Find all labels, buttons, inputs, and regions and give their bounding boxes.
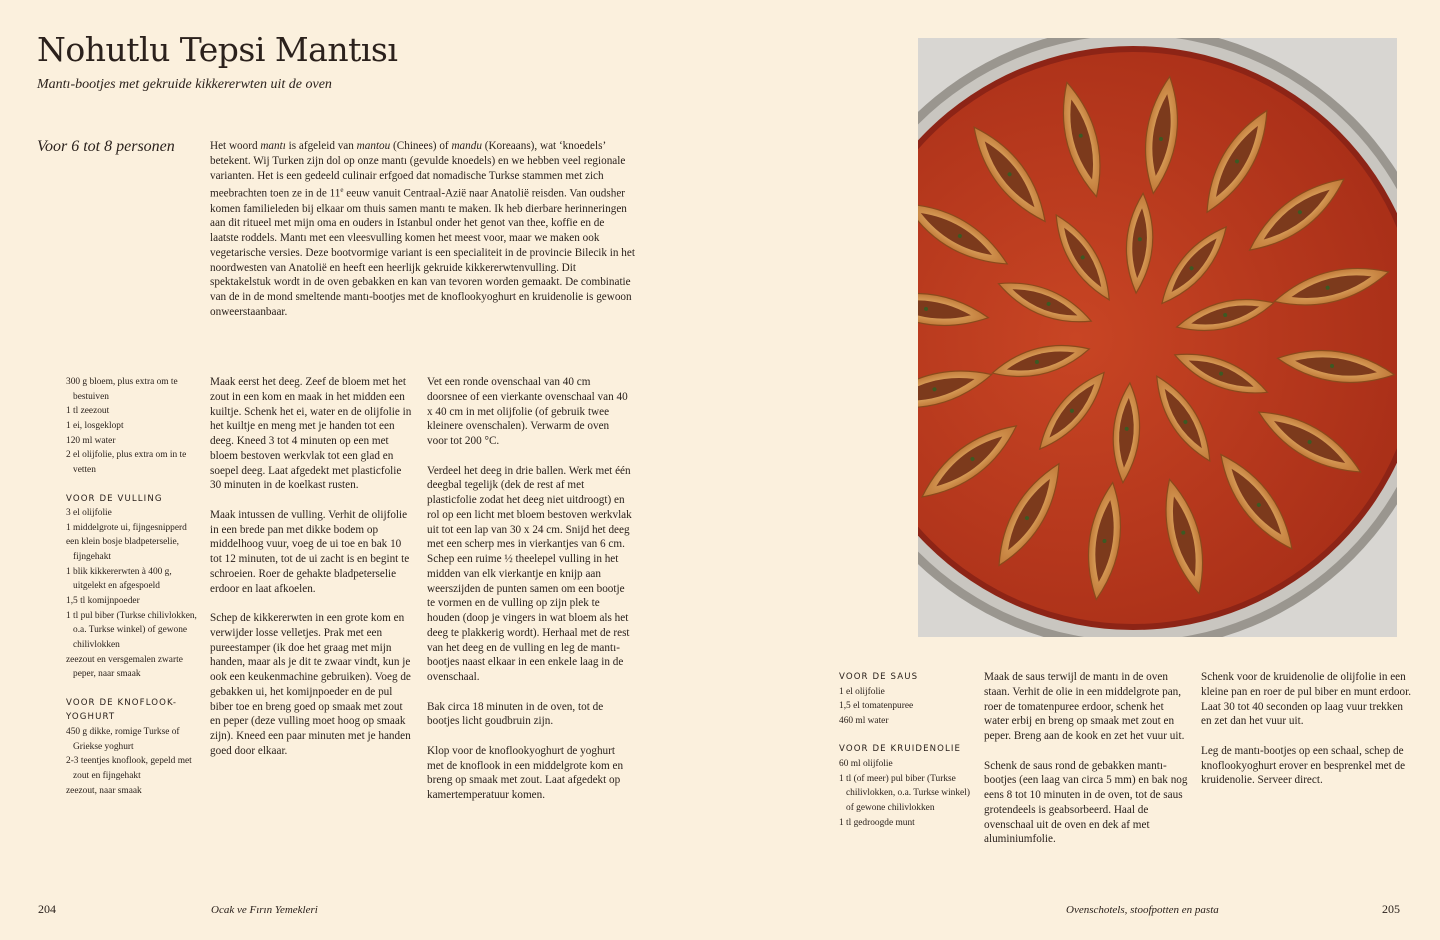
ingredient-item: 300 g bloem, plus extra om te bestuiven — [66, 377, 178, 402]
ingredient-item: 450 g dikke, romige Turkse of Griekse yoghurt — [66, 726, 180, 752]
ingredient-item: 1,5 tl komijnpoeder — [66, 596, 140, 607]
running-head-left: Ocak ve Fırın Yemekleri — [211, 904, 318, 916]
ingredient-item: 2 el olijfolie, plus extra om in te vetten — [66, 450, 187, 475]
ingredients-list — [66, 375, 201, 798]
dish-photo — [918, 38, 1397, 637]
method-paragraph: Schenk voor de kruidenolie de olijfolie in een kleine pan en roer de pul biber en munt erdoor. Laat 30 tot 40 seconden op laag vuur trekken en zet dan het vuur uit. — [1201, 671, 1412, 728]
ingredient-item: een klein bosje bladpeterselie, fijngehakt — [66, 537, 179, 563]
ingredient-item: 1 middelgrote ui, fijngesnipperd — [66, 522, 187, 533]
ingredient-item: 1 tl (of meer) pul biber (Turkse chilivlokken, o.a. Turkse winkel) of gewone chilivlokken — [839, 773, 970, 813]
running-head-right: Ovenschotels, stoofpotten en pasta — [1066, 904, 1219, 916]
ingredient-item: 120 ml water — [66, 435, 116, 446]
recipe-title: Nohutlu Tepsi Mantısı — [37, 30, 398, 69]
ingredient-item: 2-3 teentjes knoflook, gepeld met zout en fijngehakt — [66, 756, 192, 781]
ingredient-heading: VOOR DE KNOFLOOK-YOGHURT — [66, 697, 178, 723]
ingredient-heading: VOOR DE KRUIDENOLIE — [839, 744, 962, 755]
ingredient-item: zeezout, naar smaak — [66, 785, 142, 796]
ingredient-item: 1 tl gedroogde munt — [839, 817, 915, 828]
method-column-3 — [984, 670, 1189, 862]
ingredient-item: 1,5 el tomatenpuree — [839, 701, 914, 712]
ingredient-heading: VOOR DE VULLING — [66, 493, 163, 504]
ingredient-item: 1 ei, losgeklopt — [66, 420, 124, 431]
method-paragraph: Maak de saus terwijl de mantı in de oven staan. Verhit de olie in een middelgrote pan, roer de tomatenpuree erdoor, schenk het water erbij en breng op smaak met zout en peper. Breng aan de kook en zet het vuur uit. — [984, 671, 1185, 742]
method-column-1 — [210, 375, 415, 773]
ingredient-item: 60 ml olijfolie — [839, 758, 893, 769]
ingredient-heading: VOOR DE SAUS — [839, 672, 919, 682]
manti-tray-image — [918, 38, 1397, 637]
recipe-subtitle: Mantı-bootjes met gekruide kikkererwten uit de oven — [37, 77, 332, 92]
method-paragraph: Maak intussen de vulling. Verhit de olijfolie in een brede pan met dikke bodem op middelhoog vuur, voeg de ui toe en bak 10 tot 12 minuten, tot de ui zacht is en begint te schroeien. Roer de gehakte bladpeterselie erdoor en laat afkoelen. — [210, 508, 410, 595]
ingredient-item: 1 el olijfolie — [839, 686, 885, 697]
ingredient-item: 1 tl pul biber (Turkse chilivlokken, o.a. Turkse winkel) of gewone chilivlokken — [66, 610, 197, 650]
ingredient-item: 460 ml water — [839, 715, 889, 726]
page-number-left: 204 — [38, 902, 56, 916]
method-paragraph: Leg de mantı-bootjes op een schaal, schep de knoflookyoghurt erover en besprenkel met de kruidenolie. Serveer direct. — [1201, 744, 1406, 787]
intro-text: Het woord mantı is afgeleid van mantou (Chinees) of mandu (Koreaans), wat ‘knoedels’ betekent. Wij Turken zijn dol op onze mantı (gevulde knoedels) en we hebben veel regionale varianten. Het is een gedeeld culinair erfgoed dat nomadische Turkse stammen met zich meebrachten toen ze in de 11e eeuw vanuit Centraal-Azië naar Anatolië reisden. Van oudsher komen familieleden bij elkaar om thuis samen mantı te maken. Ik heb dierbare herinneringen aan dit ritueel met mijn oma en ouders in Istanbul onder het genot van thee, koffie en de laatste roddels. Mantı met een vleesvulling komen het meest voor, maar we maken ook vegetarische versies. Deze bootvormige variant is een specialiteit in de provincie Bilecik in het noordwesten van Anatolië en heeft een heerlijk gekruide kikkererwtenvulling. Dit spektakelstuk wordt in de oven gebakken en kan van tevoren worden gemaakt. De combinatie van de in de mond smeltende mantı-bootjes met de knoflookyoghurt en kruidenolie is gewoon onweerstaanbaar. — [210, 140, 635, 318]
method-column-2 — [427, 375, 632, 818]
method-paragraph: Schep de kikkererwten in een grote kom en verwijder losse velletjes. Prak met een pureestamper (ik doe het graag met mijn handen, maar als je dit te zwaar vindt, kun je ook een keukenmachine gebruiken). Voeg de gebakken ui, het komijnpoeder en de pul biber toe en breng goed op smaak met zout en peper (deze vulling moet hoog op smaak zijn). Kneed een paar minuten met je handen goed door elkaar. — [210, 612, 411, 757]
method-paragraph: Klop voor de knoflookyoghurt de yoghurt met de knoflook in een middelgrote kom en breng op smaak met zout. Laat afgedekt op kamertemperatuur komen. — [427, 744, 624, 801]
method-paragraph: Vet een ronde ovenschaal van 40 cm doorsnee of een vierkante ovenschaal van 40 x 40 cm in met olijfolie (of gebruik twee kleinere ovenschalen). Verwarm de oven voor tot 200 °C. — [427, 376, 628, 447]
method-paragraph: Schenk de saus rond de gebakken mantı-bootjes (een laag van circa 5 mm) en bak nog eens 8 tot 10 minuten in de oven, tot de saus grotendeels is geabsorbeerd. Haal de ovenschaal uit de oven en dek af met aluminiumfolie. — [984, 759, 1188, 846]
method-paragraph: Maak eerst het deeg. Zeef de bloem met het zout in een kom en maak in het midden een kuiltje. Schenk het ei, water en de olijfolie in het kuiltje en meng met je handen tot een deeg. Kneed 3 tot 4 minuten op een met bloem bestoven werkvlak tot een glad en soepel deeg. Laat afgedekt met plasticfolie 30 minuten in de koelkast rusten. — [210, 376, 412, 492]
method-paragraph: Bak circa 18 minuten in de oven, tot de bootjes licht goudbruin zijn. — [427, 700, 604, 728]
method-paragraph: Verdeel het deeg in drie ballen. Werk met één deegbal tegelijk (dek de rest af met plasticfolie zodat het deeg niet uitdroogt) en rol op een licht met bloem bestoven werkvlak uit tot een lap van 30 x 24 cm. Snijd het deeg met een scherp mes in vierkantjes van 6 cm. Schep een ruime ½ theelepel vulling in het midden van elk vierkantje en knijp aan weerszijden de punten samen om een bootje te vormen en de vulling op zijn plek te houden (doop je vingers in wat bloem als het deeg te plakkerig wordt). Herhaal met de rest van het deeg en de vulling en leg de mantı-bootjes naast elkaar in een enkele laag in de ovenschaal. — [427, 464, 632, 683]
ingredient-item: 1 tl zeezout — [66, 406, 110, 417]
method-column-4 — [1201, 670, 1411, 803]
ingredient-item: 1 blik kikkererwten à 400 g, uitgelekt en afgespoeld — [66, 566, 172, 592]
page-number-right: 205 — [1382, 902, 1400, 916]
ingredients-list-sauce — [839, 670, 974, 830]
ingredient-item: zeezout en versgemalen zwarte peper, naar smaak — [66, 654, 183, 680]
servings: Voor 6 tot 8 personen — [37, 138, 175, 155]
ingredient-item: 3 el olijfolie — [66, 508, 112, 519]
